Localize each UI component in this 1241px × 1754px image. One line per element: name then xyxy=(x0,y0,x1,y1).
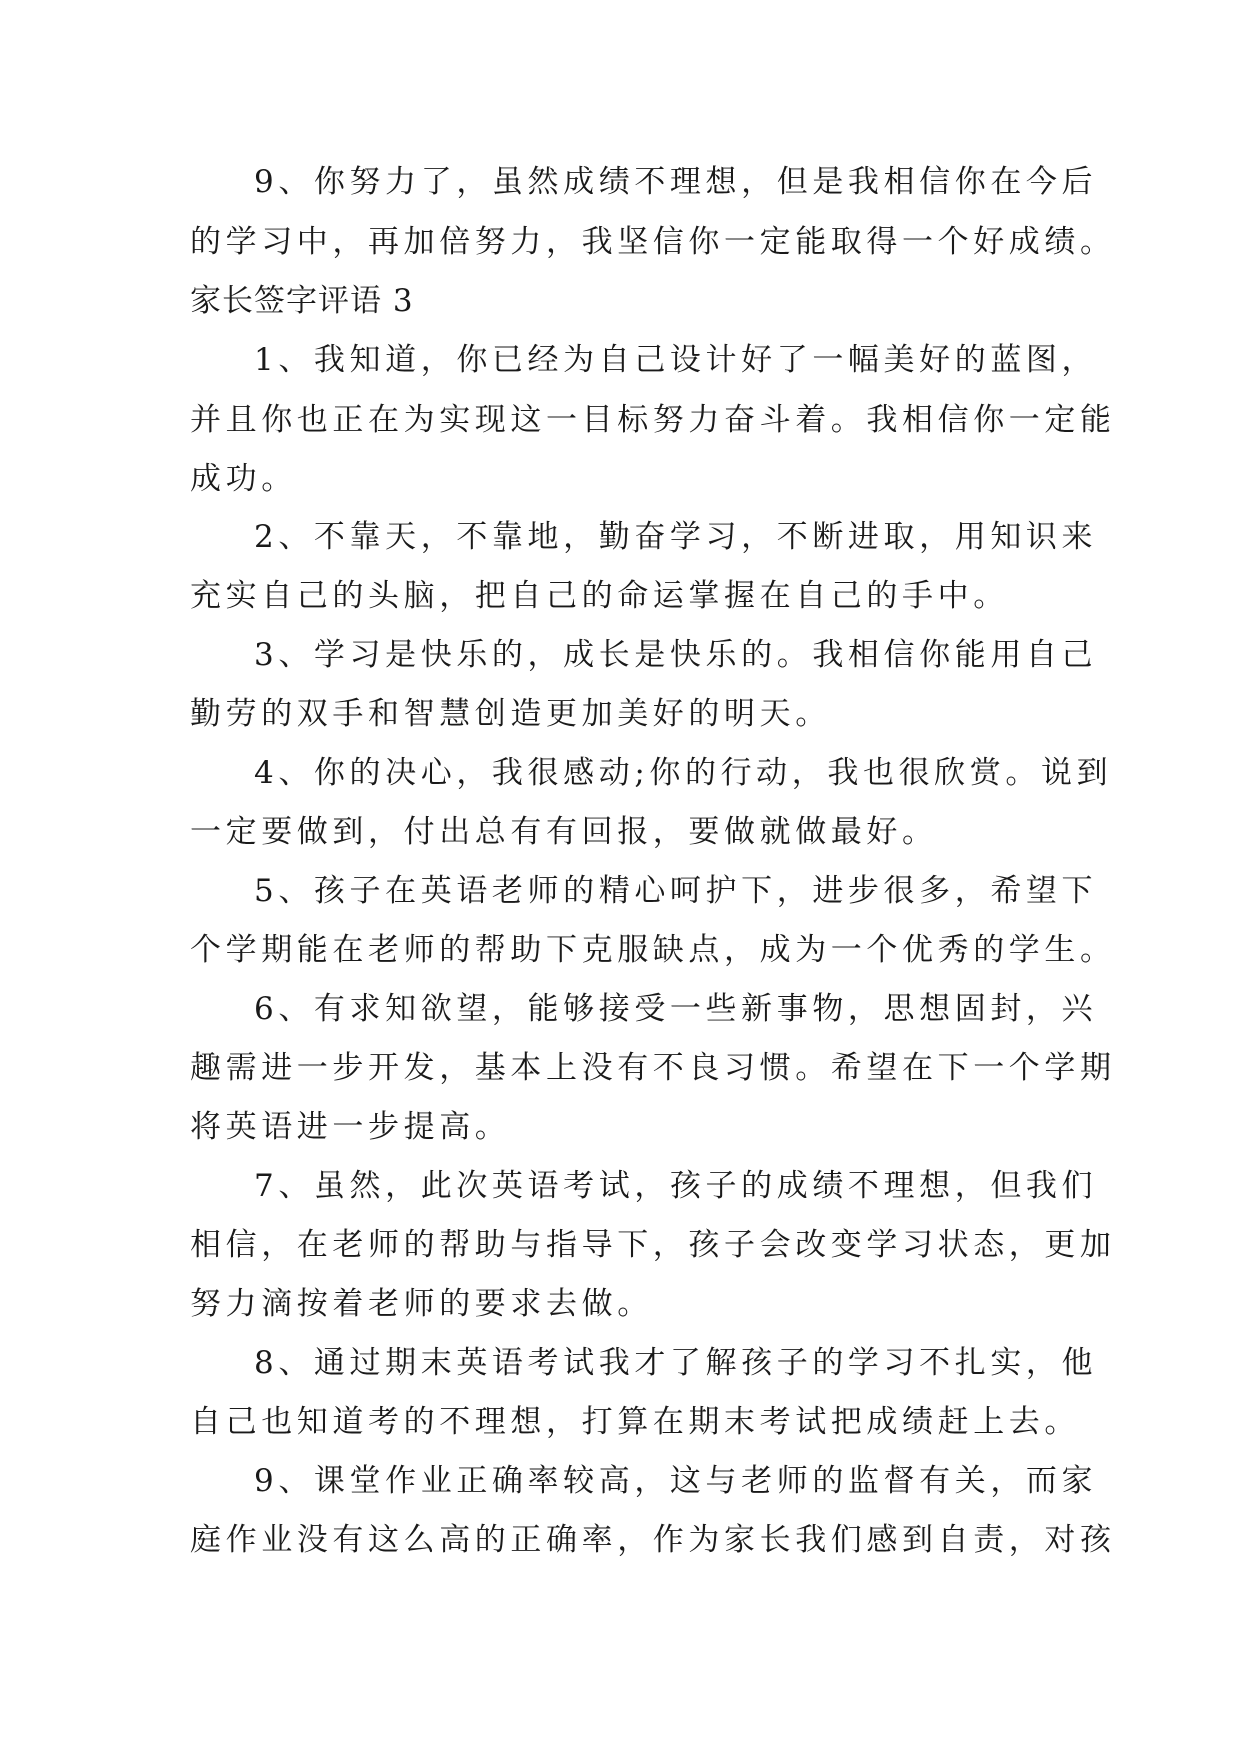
section-heading: 家长签字评语 3 xyxy=(190,283,414,319)
item-1-line-2: 并且你也正在为实现这一目标努力奋斗着。我相信你一定能 xyxy=(190,402,1116,438)
item-7-line-1: 7、虽然，此次英语考试，孩子的成绩不理想，但我们 xyxy=(254,1168,1098,1204)
paragraph-9-line-2: 的学习中，再加倍努力，我坚信你一定能取得一个好成绩。 xyxy=(190,224,1116,260)
item-6-line-3: 将英语进一步提高。 xyxy=(190,1109,511,1145)
item-2-line-1: 2、不靠天，不靠地，勤奋学习，不断进取，用知识来 xyxy=(254,519,1098,555)
item-7-line-2: 相信，在老师的帮助与指导下，孩子会改变学习状态，更加 xyxy=(190,1227,1116,1263)
item-9-line-2: 庭作业没有这么高的正确率，作为家长我们感到自责，对孩 xyxy=(190,1522,1116,1558)
item-4-line-1: 4、你的决心，我很感动;你的行动，我也很欣赏。说到 xyxy=(254,755,1113,791)
item-5-line-1: 5、孩子在英语老师的精心呵护下，进步很多，希望下 xyxy=(254,873,1098,909)
item-1-line-3: 成功。 xyxy=(190,461,297,497)
item-7-line-3: 努力滴按着老师的要求去做。 xyxy=(190,1286,653,1322)
item-8-line-2: 自己也知道考的不理想，打算在期末考试把成绩赶上去。 xyxy=(190,1404,1080,1440)
item-8-line-1: 8、通过期末英语考试我才了解孩子的学习不扎实，他 xyxy=(254,1345,1098,1381)
paragraph-9-line-1: 9、你努力了，虽然成绩不理想，但是我相信你在今后 xyxy=(254,164,1098,200)
item-4-line-2: 一定要做到，付出总有有回报，要做就做最好。 xyxy=(190,814,938,850)
item-5-line-2: 个学期能在老师的帮助下克服缺点，成为一个优秀的学生。 xyxy=(190,932,1116,968)
item-6-line-2: 趣需进一步开发，基本上没有不良习惯。希望在下一个学期 xyxy=(190,1050,1116,1086)
item-3-line-1: 3、学习是快乐的，成长是快乐的。我相信你能用自己 xyxy=(254,637,1098,673)
item-3-line-2: 勤劳的双手和智慧创造更加美好的明天。 xyxy=(190,696,831,732)
item-6-line-1: 6、有求知欲望，能够接受一些新事物，思想固封，兴 xyxy=(254,991,1098,1027)
item-2-line-2: 充实自己的头脑，把自己的命运掌握在自己的手中。 xyxy=(190,578,1009,614)
item-9-line-1: 9、课堂作业正确率较高，这与老师的监督有关，而家 xyxy=(254,1463,1098,1499)
item-1-line-1: 1、我知道，你已经为自己设计好了一幅美好的蓝图， xyxy=(254,342,1098,378)
